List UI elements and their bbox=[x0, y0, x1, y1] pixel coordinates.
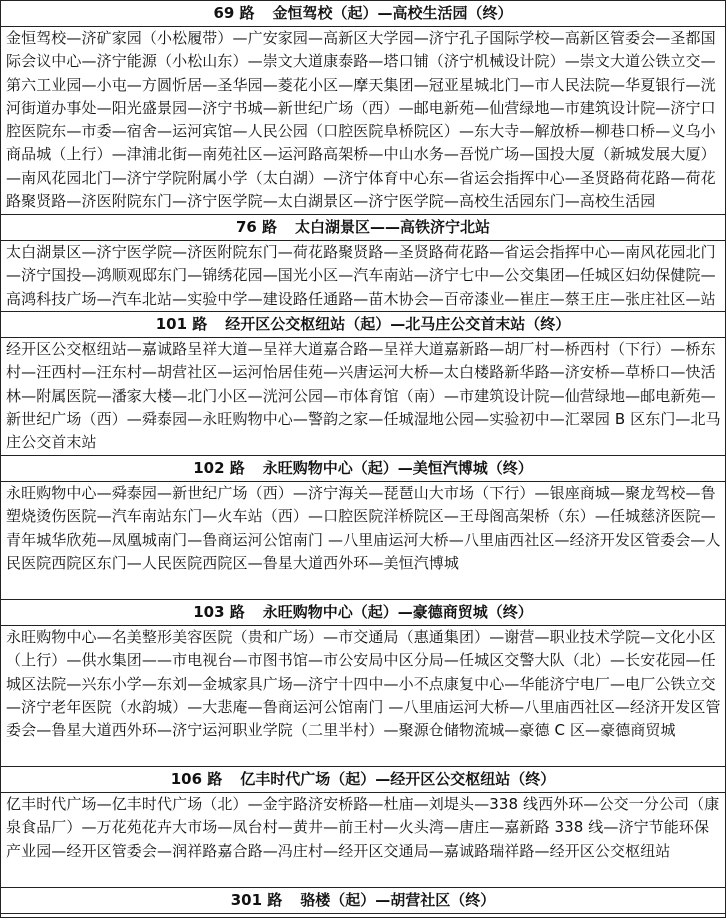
route-name: 亿丰时代广场（起）—经开区公交枢纽站（终） bbox=[240, 770, 556, 788]
route-name: 永旺购物中心（起）—美恒汽博城（终） bbox=[262, 459, 533, 477]
route-69 bbox=[1, 0, 725, 214]
route-stops: 永旺购物中心—名美整形美容医院（贵和广场）—市交通局（惠通集团）—谢营—职业技术学院—文化小区（上行）—供水集团——市电视台—市图书馆—市公安局中区分局—任城区交警大队（北）—长安花园—任城区法院—兴东小学—东刘—金城家具广场—济宁十四中—小不点康复中心—华能济宁电厂—电厂公铁立交—济宁老年医院（水韵城）—大悲庵—鲁商运河公馆南门 —八里庙运河大桥—八里庙西社区—经济开发区管委会—鲁星大道西外环—济宁运河职业学院（二里半村）—聚源仓储物流城—豪德 C 区—豪德商贸城 bbox=[6, 628, 721, 740]
route-number: 301 路 bbox=[230, 891, 283, 909]
route-name: 经开区公交枢纽站（起）—北马庄公交首末站（终） bbox=[225, 315, 571, 333]
route-stops: 亿丰时代广场—亿丰时代广场（北）—金宇路济安桥路—杜庙—刘堤头—338 线西外环—公交一分公司（康泉食品厂）—万花苑花卉大市场—凤台村—黄井—前王村—火头湾—唐庄—嘉新路 338 线—济宁节能环保产业园—经开区管委会—润祥路嘉合路—冯庄村—经开区交通局—嘉诚路瑞祥路—经开区公交枢纽站 bbox=[6, 795, 720, 860]
route-title bbox=[1, 215, 725, 241]
route-number: 103 路 bbox=[193, 603, 245, 621]
route-number: 101 路 bbox=[155, 315, 208, 333]
route-103 bbox=[1, 599, 725, 766]
route-name: 永旺购物中心（起）—豪德商贸城（终） bbox=[262, 603, 533, 621]
route-101 bbox=[1, 311, 725, 455]
route-title bbox=[1, 767, 725, 793]
route-title bbox=[1, 456, 725, 482]
route-stops bbox=[1, 914, 725, 918]
route-102 bbox=[1, 455, 725, 599]
route-name: 太白湖景区——高铁济宁北站 bbox=[295, 218, 491, 236]
route-number: 102 路 bbox=[193, 459, 245, 477]
route-title bbox=[1, 312, 725, 338]
route-title bbox=[1, 600, 725, 626]
route-number: 76 路 bbox=[235, 218, 278, 236]
route-stops: 经开区公交枢纽站—嘉诚路呈祥大道—呈祥大道嘉合路—呈祥大道嘉新路—胡厂村—桥西村（下行）—桥东村—汪西村—汪东村—胡营社区—运河怡居佳苑—兴唐运河大桥—太白楼路新华路—济安桥—草桥口—快活林—附属医院—潘家大楼—北门小区—洸河公园—市体育馆（南）—市建筑设计院—仙营绿地—邮电新苑—新世纪广场（西）—舜泰园—永旺购物中心—警韵之家—任城湿地公园—实验初中—汇翠园 B 区东门—北马庄公交首末站 bbox=[6, 340, 721, 452]
route-number: 106 路 bbox=[170, 770, 223, 788]
route-301 bbox=[1, 887, 725, 918]
route-stops: 永旺购物中心—舜泰园—新世纪广场（西）—济宁海关—琵琶山大市场（下行）—银座商城—聚龙驾校—鲁塑烧烫伤医院—汽车南站东门—火车站（西）—口腔医院洋桥院区—王母阁高架桥（东）—任城慈济医院—青年城华欣苑—凤凰城南门—鲁商运河公馆南门 —八里庙运河大桥—八里庙西社区—经济开发区管委会—人民医院西院区东门—人民医院西院区—鲁星大道西外环—美恒汽博城 bbox=[6, 484, 721, 572]
route-number: 69 路 bbox=[213, 4, 255, 22]
route-106 bbox=[1, 766, 725, 887]
route-name: 金恒驾校（起）—高校生活园（终） bbox=[272, 4, 513, 22]
route-76 bbox=[1, 214, 725, 311]
route-title bbox=[1, 1, 725, 27]
route-stops: 金恒驾校—济矿家园（小松履带）—广安家园—高新区大学园—济宁孔子国际学校—高新区管委会—圣都国际会议中心—济宁能源（小松山东）—崇文大道康泰路—塔口铺（济宁机械设计院）—崇文大道公铁立交—第六工业园—小屯—方圆忻居—圣华园—菱花小区—摩天集团—冠亚星城北门—市人民法院—华夏银行—洸河街道办事处—阳光盛景园—济宁书城—新世纪广场（西）—邮电新苑—仙营绿地—市建筑设计院—济宁口腔医院东—市委—宿舍—运河宾馆—人民公园（口腔医院阜桥院区）—东大寺—解放桥—柳巷口桥—义乌小商品城（上行）—津浦北街—南苑社区—运河路高架桥—中山水务—吾悦广场—国投大厦（新城发展大厦）—南风花园北门—济宁学院附属小学（太白湖）—济宁体育中心东—省运会指挥中心—圣贤路荷花路—荷花路聚贤路—济医附院东门—济宁医学院—太白湖景区—济宁医学院—高校生活园东门—高校生活园 bbox=[6, 29, 716, 211]
route-name: 骆楼（起）—胡营社区（终） bbox=[300, 891, 496, 909]
route-title bbox=[1, 888, 725, 914]
route-stops: 太白湖景区—济宁医学院—济医附院东门—荷花路聚贤路—圣贤路荷花路—省运会指挥中心—南风花园北门—济宁国投—鸿顺观邸东门—锦绣花园—国光小区—汽车南站—济宁七中—公交集团—任城区妇幼保健院—高鸿科技广场—汽车北站—实验中学—建设路任通路—苗木协会—百帝漆业—崔庄—蔡王庄—张庄社区—站 bbox=[6, 243, 716, 308]
